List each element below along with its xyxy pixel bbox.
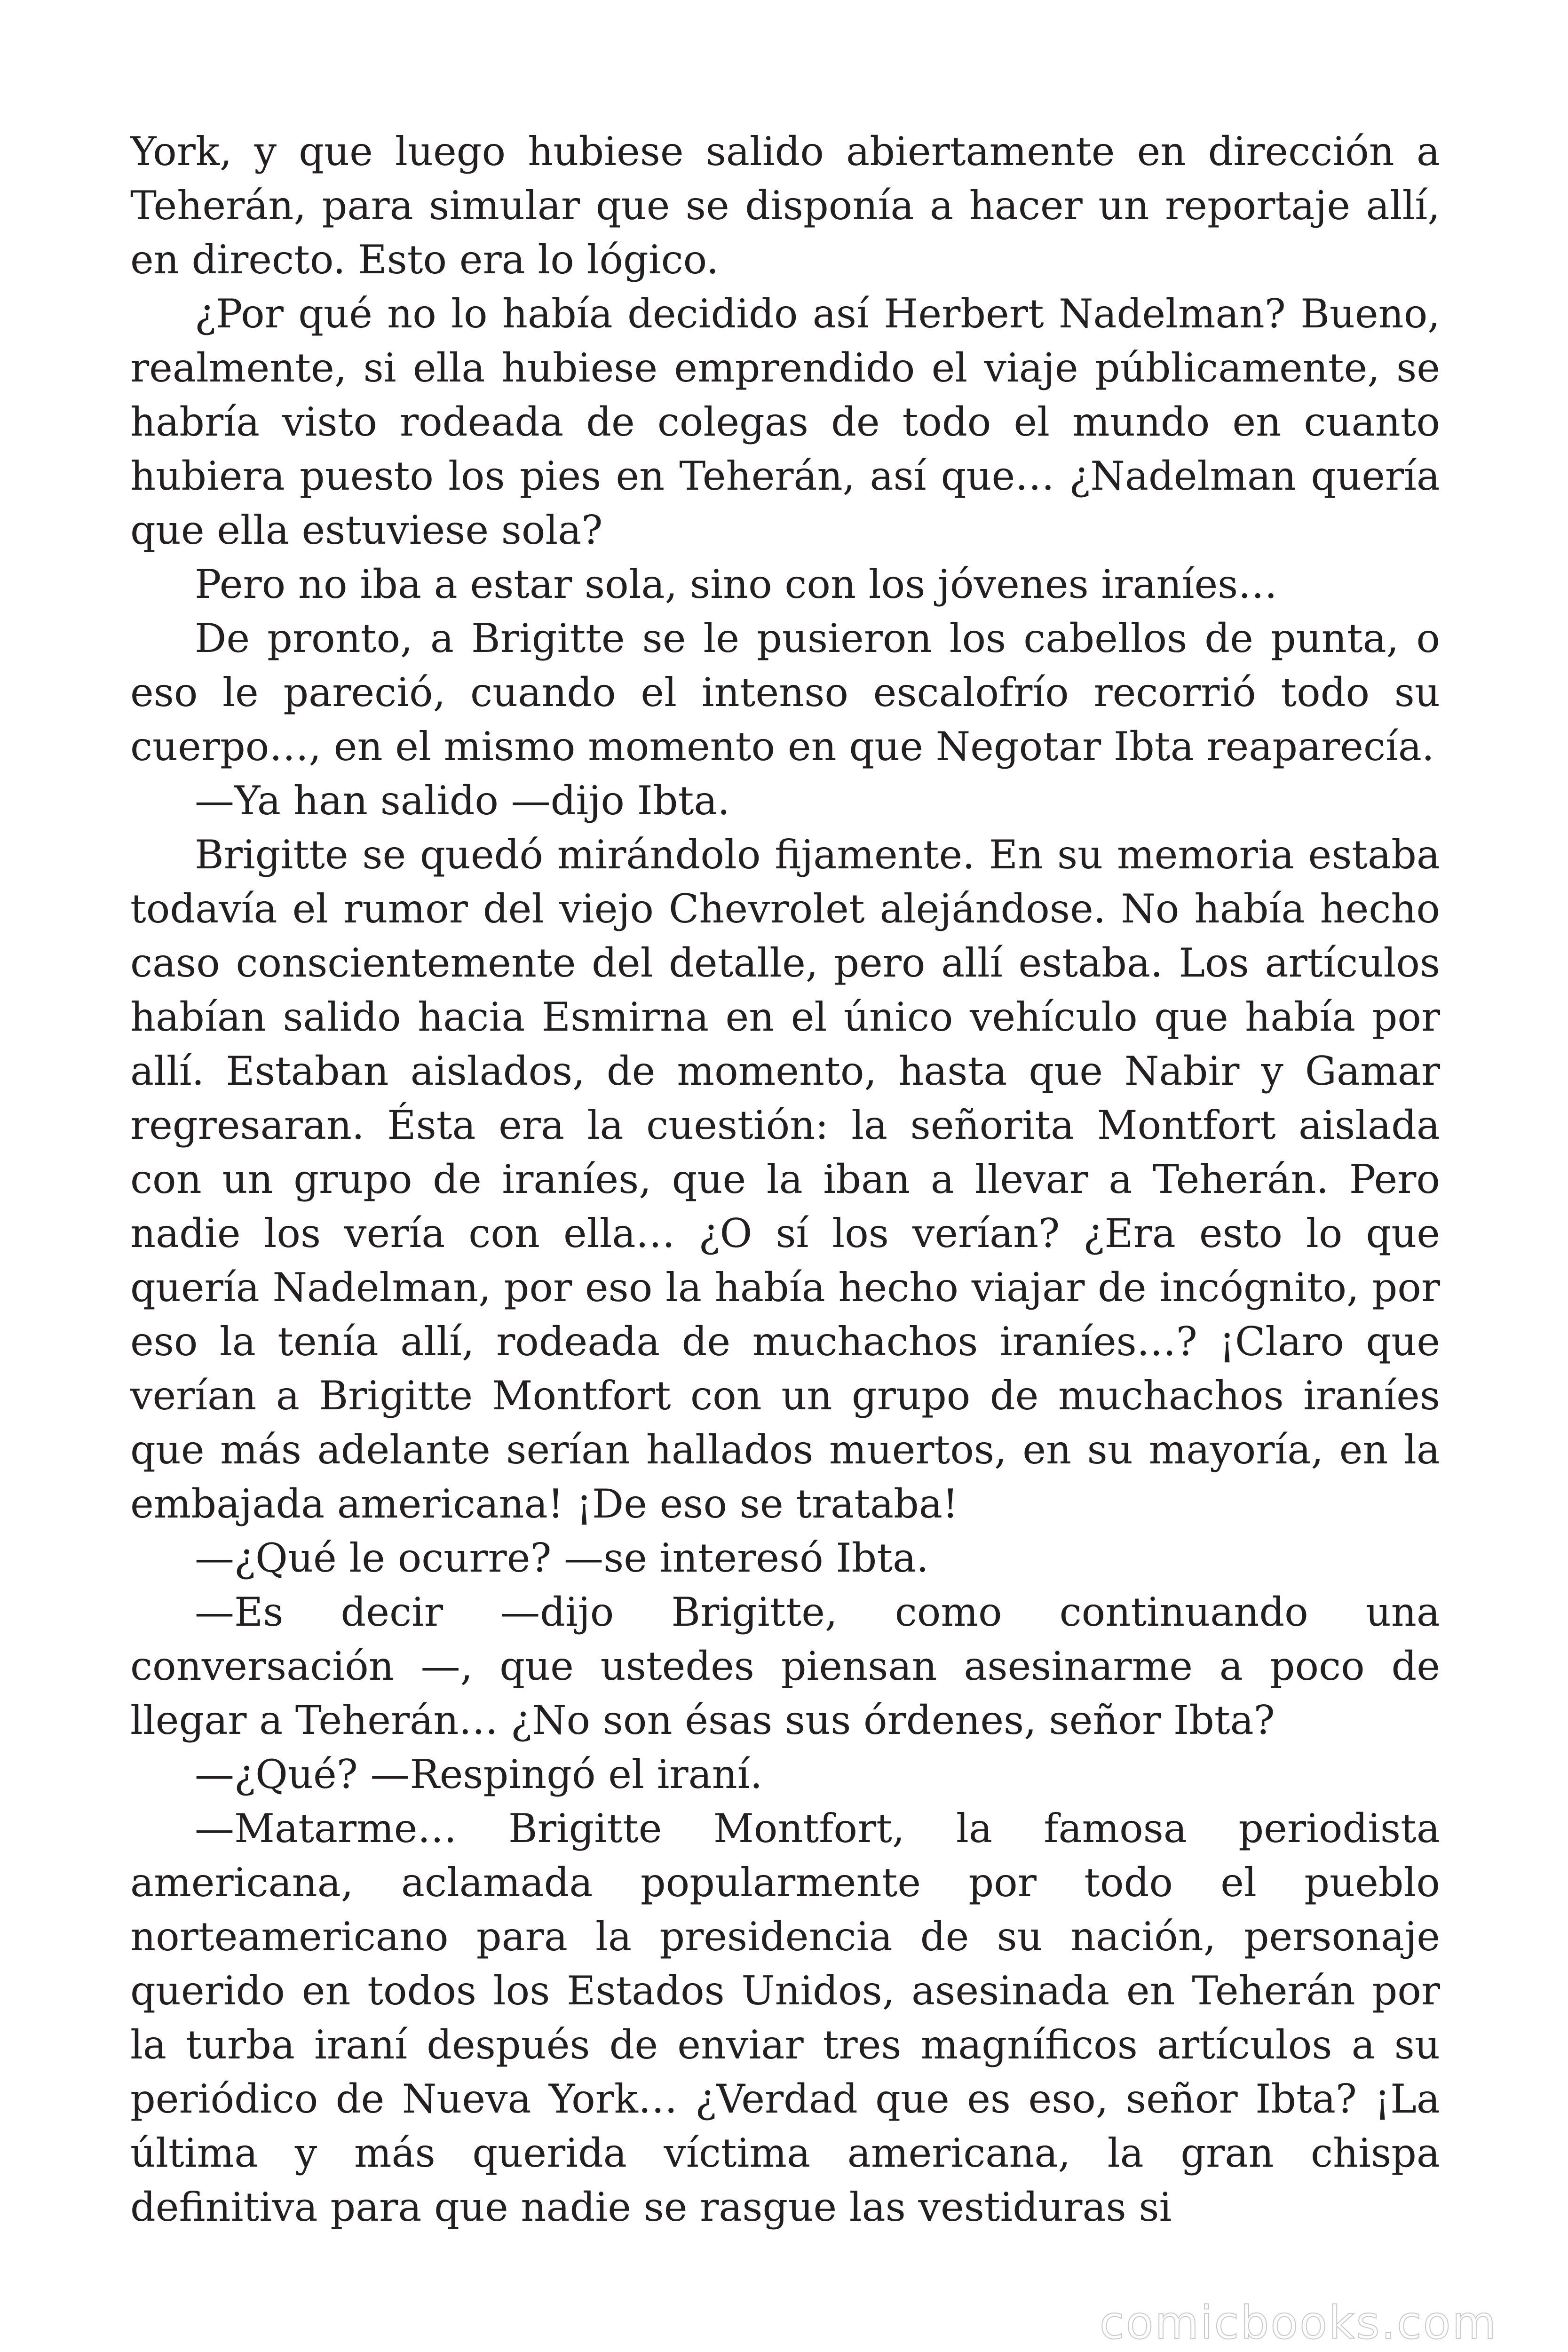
watermark: comicbooks.com (1099, 2296, 1497, 2349)
paragraph: De pronto, a Brigitte se le pusieron los cabellos de punta, o eso le pareció, cuando el intenso escalofrío recorrió todo su cuerpo…, en el mismo momento en que Negotar Ibta reaparecía. (130, 615, 1440, 770)
paragraph: —¿Qué? —Respingó el iraní. (195, 1751, 763, 1797)
paragraph: ¿Por qué no lo había decidido así Herbert Nadelman? Bueno, realmente, si ella hubiese emprendido el viaje públicamente, se habría visto rodeada de colegas de todo el mundo en cuanto hubiera puesto los pies en Teherán, así que… ¿Nadelman quería que ella estuviese sola? (130, 291, 1440, 553)
paragraph: —Ya han salido —dijo Ibta. (195, 778, 730, 824)
paragraph: York, y que luego hubiese salido abiertamente en dirección a Teherán, para simular que se disponía a hacer un reportaje allí, en directo. Esto era lo lógico. (130, 128, 1440, 283)
paragraph: —Es decir —dijo Brigitte, como continuando una conversación —, que ustedes piensan asesinarme a poco de llegar a Teherán… ¿No son ésas sus órdenes, señor Ibta? (130, 1589, 1440, 1743)
paragraph: —¿Qué le ocurre? —se interesó Ibta. (195, 1535, 929, 1581)
book-page-text (130, 125, 1440, 2234)
paragraph: —Matarme… Brigitte Montfort, la famosa periodista americana, aclamada popularmente por todo el pueblo norteamericano para la presidencia de su nación, personaje querido en todos los Estados Unidos, asesinada en Teherán por la turba iraní después de enviar tres magníficos artículos a su periódico de Nueva York… ¿Verdad que es eso, señor Ibta? ¡La última y más querida víctima americana, la gran chispa definitiva para que nadie se rasgue las vestiduras si (130, 1805, 1440, 2230)
paragraph: Brigitte se quedó mirándolo fijamente. En su memoria estaba todavía el rumor del viejo Chevrolet alejándose. No había hecho caso conscientemente del detalle, pero allí estaba. Los artículos habían salido hacia Esmirna en el único vehículo que había por allí. Estaban aislados, de momento, hasta que Nabir y Gamar regresaran. Ésta era la cuestión: la señorita Montfort aislada con un grupo de iraníes, que la iban a llevar a Teherán. Pero nadie los vería con ella… ¿O sí los verían? ¿Era esto lo que quería Nadelman, por eso la había hecho viajar de incógnito, por eso la tenía allí, rodeada de muchachos iraníes…? ¡Claro que verían a Brigitte Montfort con un grupo de muchachos iraníes que más adelante serían hallados muertos, en su mayoría, en la embajada americana! ¡De eso se trataba! (130, 832, 1440, 1527)
paragraph: Pero no iba a estar sola, sino con los jóvenes iraníes… (195, 561, 1278, 607)
